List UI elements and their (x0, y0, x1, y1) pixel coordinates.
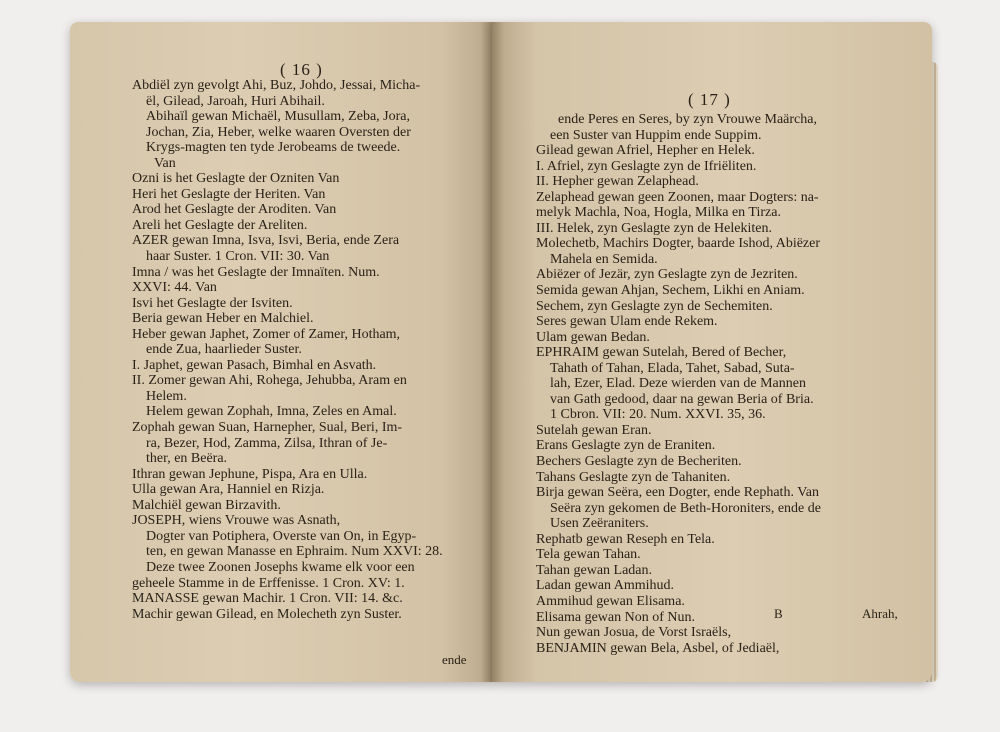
text-line: Semida gewan Ahjan, Sechem, Likhi en Aniam. (536, 283, 805, 299)
text-line: AZER gewan Imna, Isva, Isvi, Beria, ende Zera (132, 233, 400, 249)
text-line: EPHRAIM gewan Sutelah, Bered of Becher, (536, 345, 787, 361)
text-line: Van (154, 155, 176, 171)
text-line: I. Japhet, gewan Pasach, Bimhal en Asvath. (132, 357, 377, 373)
text-line: BENJAMIN gewan Bela, Asbel, of Jediaël, (536, 640, 780, 656)
text-line: Krygs-magten ten tyde Jerobeams de tweede. (146, 140, 401, 156)
text-line: Molechetb, Machirs Dogter, baarde Ishod, Abiëzer (536, 236, 821, 252)
text-line: Abdiël zyn gevolgt Ahi, Buz, Johdo, Jessai, Micha- (132, 78, 421, 93)
text-line: XXVI: 44. Van (132, 280, 217, 296)
open-book (70, 22, 938, 694)
text-line: ten, en gewan Manasse en Ephraim. Num XXVI: 28. (146, 544, 443, 560)
text-line: Seëra zyn gekomen de Beth-Horoniters, ende de (550, 500, 821, 516)
text-line: Sechem, zyn Geslagte zyn de Sechemiten. (536, 298, 773, 314)
text-line: ende Peres en Seres, by zyn Vrouwe Maärcha, (558, 112, 817, 127)
text-line: Areli het Geslagte der Areliten. (132, 217, 308, 233)
text-line: Gilead gewan Afriel, Hepher en Helek. (536, 143, 755, 159)
text-line: Tahan gewan Ladan. (536, 562, 653, 578)
text-line: ël, Gilead, Jaroah, Huri Abihail. (146, 93, 325, 109)
text-line: MANASSE gewan Machir. 1 Cron. VII: 14. &c. (132, 591, 403, 607)
text-line: van Gath gedood, daar na gewan Beria of Bria. (550, 391, 814, 407)
text-line: lah, Ezer, Elad. Deze wierden van de Mannen (550, 376, 806, 392)
text-line: een Suster van Huppim ende Suppim. (550, 127, 762, 143)
text-line: Heri het Geslagte der Heriten. Van (132, 186, 326, 202)
text-line: Dogter van Potiphera, Overste van On, in Egyp- (146, 528, 417, 544)
text-line: Beria gewan Heber en Malchiel. (132, 311, 314, 327)
text-line: Heber gewan Japhet, Zomer of Zamer, Hotham, (132, 326, 401, 342)
text-line: Ulam gewan Bedan. (536, 329, 650, 345)
text-line: ra, Bezer, Hod, Zamma, Zilsa, Ithran of Je- (146, 435, 388, 451)
text-line: Arod het Geslagte der Aroditen. Van (132, 202, 337, 218)
text-line: Zophah gewan Suan, Harnepher, Sual, Beri, Im- (132, 420, 403, 436)
text-line: ther, en Beëra. (146, 451, 228, 467)
text-line: Seres gewan Ulam ende Rekem. (536, 314, 718, 330)
text-line: Helem. (146, 388, 187, 404)
text-line: Deze twee Zoonen Josephs kwame elk voor een (146, 559, 415, 575)
right-catchword: Ahrah, (862, 606, 898, 621)
text-line: Jochan, Zia, Heber, welke waaren Oversten der (146, 124, 411, 140)
text-line: II. Hepher gewan Zelaphead. (536, 174, 699, 190)
text-line: Helem gewan Zophah, Imna, Zeles en Amal. (146, 404, 397, 420)
text-line: Ithran gewan Jephune, Pispa, Ara en Ulla. (132, 466, 368, 482)
text-line: haar Suster. 1 Cron. VII: 30. Van (146, 249, 330, 265)
left-catchword: ende (442, 652, 467, 667)
right-page-number: ( 17 ) (688, 90, 731, 109)
text-line: Erans Geslagte zyn de Eraniten. (536, 438, 716, 454)
text-line: Birja gewan Seëra, een Dogter, ende Rephath. Van (536, 485, 819, 501)
text-line: Tahans Geslagte zyn de Tahaniten. (536, 469, 731, 485)
text-line: melyk Machla, Noa, Hogla, Milka en Tirza. (536, 205, 781, 221)
right-page-text (536, 112, 918, 656)
text-line: Machir gewan Gilead, en Molecheth zyn Suster. (132, 606, 402, 622)
text-line: Tahath of Tahan, Elada, Tahet, Sabad, Suta- (550, 360, 795, 376)
text-line: Malchiël gewan Birzavith. (132, 497, 281, 513)
text-line: Tela gewan Tahan. (536, 547, 641, 563)
text-line: Imna / was het Geslagte der Imnaïten. Num. (132, 264, 380, 280)
text-line: 1 Cbron. VII: 20. Num. XXVI. 35, 36. (550, 407, 766, 423)
text-line: Isvi het Geslagte der Isviten. (132, 295, 293, 311)
text-line: Elisama gewan Non of Nun. (536, 609, 696, 625)
text-line: Ladan gewan Ammihud. (536, 578, 675, 594)
text-line: Abihaïl gewan Michaël, Musullam, Zeba, Jora, (146, 109, 410, 125)
text-line: Bechers Geslagte zyn de Becheriten. (536, 454, 742, 470)
text-line: Abiëzer of Jezär, zyn Geslagte zyn de Jezriten. (536, 267, 798, 283)
text-line: I. Afriel, zyn Geslagte zyn de Ifriëliten. (536, 158, 757, 174)
book-gutter (480, 22, 504, 682)
text-line: Sutelah gewan Eran. (536, 422, 652, 438)
signature-mark: B (774, 606, 783, 621)
right-page (492, 22, 932, 682)
text-line: Ammihud gewan Elisama. (536, 593, 685, 609)
text-line: Usen Zeëraniters. (550, 516, 649, 532)
text-line: Rephatb gewan Reseph en Tela. (536, 531, 715, 547)
text-line: Ulla gewan Ara, Hanniel en Rizja. (132, 482, 325, 498)
text-line: JOSEPH, wiens Vrouwe was Asnath, (132, 513, 341, 529)
text-line: Nun gewan Josua, de Vorst Israëls, (536, 625, 732, 641)
left-page-number: ( 16 ) (280, 60, 323, 79)
text-line: geheele Stamme in de Erffenisse. 1 Cron. XV: 1. (132, 575, 405, 591)
text-line: III. Helek, zyn Geslagte zyn de Helekiten. (536, 220, 772, 236)
text-line: II. Zomer gewan Ahi, Rohega, Jehubba, Aram en (132, 373, 407, 389)
text-line: Ozni is het Geslagte der Ozniten Van (132, 171, 340, 187)
text-line: Mahela en Semida. (550, 251, 658, 267)
left-page-text (132, 78, 472, 622)
text-line: ende Zua, haarlieder Suster. (146, 342, 302, 358)
left-page (70, 22, 492, 682)
text-line: Zelaphead gewan geen Zoonen, maar Dogters: na- (536, 189, 819, 205)
